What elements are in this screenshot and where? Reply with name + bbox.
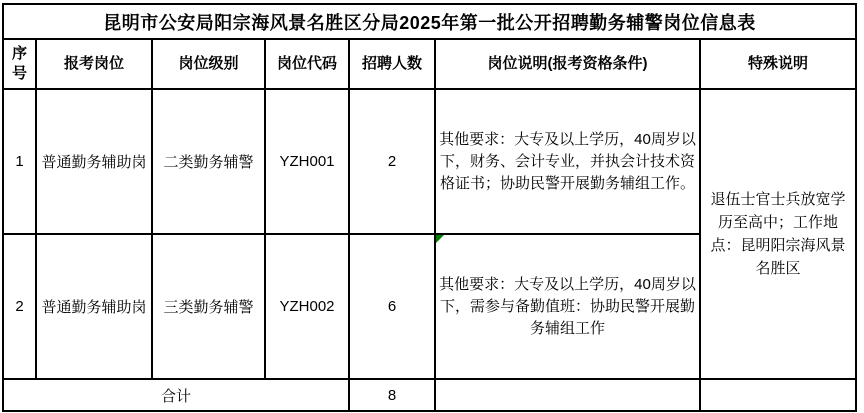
seq-cell: 2	[3, 234, 36, 379]
total-count-cell: 8	[349, 379, 435, 411]
header-description: 岗位说明(报考资格条件)	[435, 39, 700, 89]
total-special-empty-cell	[700, 379, 856, 411]
code-cell: YZH001	[265, 89, 349, 234]
header-seq: 序号	[3, 39, 36, 89]
code-cell: YZH002	[265, 234, 349, 379]
header-count: 招聘人数	[349, 39, 435, 89]
header-level: 岗位级别	[152, 39, 265, 89]
description-text: 其他要求：大专及以上学历，40周岁以下，需参与备勤值班：协助民警开展勤务辅组工作	[439, 275, 696, 337]
level-cell: 二类勤务辅警	[152, 89, 265, 234]
header-code: 岗位代码	[265, 39, 349, 89]
level-cell: 三类勤务辅警	[152, 234, 265, 379]
recruitment-table	[2, 3, 857, 412]
position-cell: 普通勤务辅助岗	[36, 89, 152, 234]
header-position: 报考岗位	[36, 39, 152, 89]
position-cell: 普通勤务辅助岗	[36, 234, 152, 379]
description-cell: 其他要求：大专及以上学历，40周岁以下，财务、会计专业，并执会计技术资格证书；协助民警开展勤务辅组工作。	[435, 89, 700, 234]
count-cell: 6	[349, 234, 435, 379]
title-row	[3, 4, 856, 39]
seq-cell: 1	[3, 89, 36, 234]
total-label-cell: 合计	[3, 379, 349, 411]
table-title: 昆明市公安局阳宗海风景名胜区分局2025年第一批公开招聘勤务辅警岗位信息表	[3, 4, 856, 39]
header-special-note: 特殊说明	[700, 39, 856, 89]
total-description-empty-cell	[435, 379, 700, 411]
count-cell: 2	[349, 89, 435, 234]
header-row	[3, 39, 856, 89]
cell-comment-marker-icon	[436, 235, 444, 243]
description-cell	[435, 234, 700, 379]
table-row	[3, 89, 856, 234]
special-note-cell: 退伍士官士兵放宽学历至高中；工作地点：昆明阳宗海风景名胜区	[700, 89, 856, 379]
total-row	[3, 379, 856, 411]
